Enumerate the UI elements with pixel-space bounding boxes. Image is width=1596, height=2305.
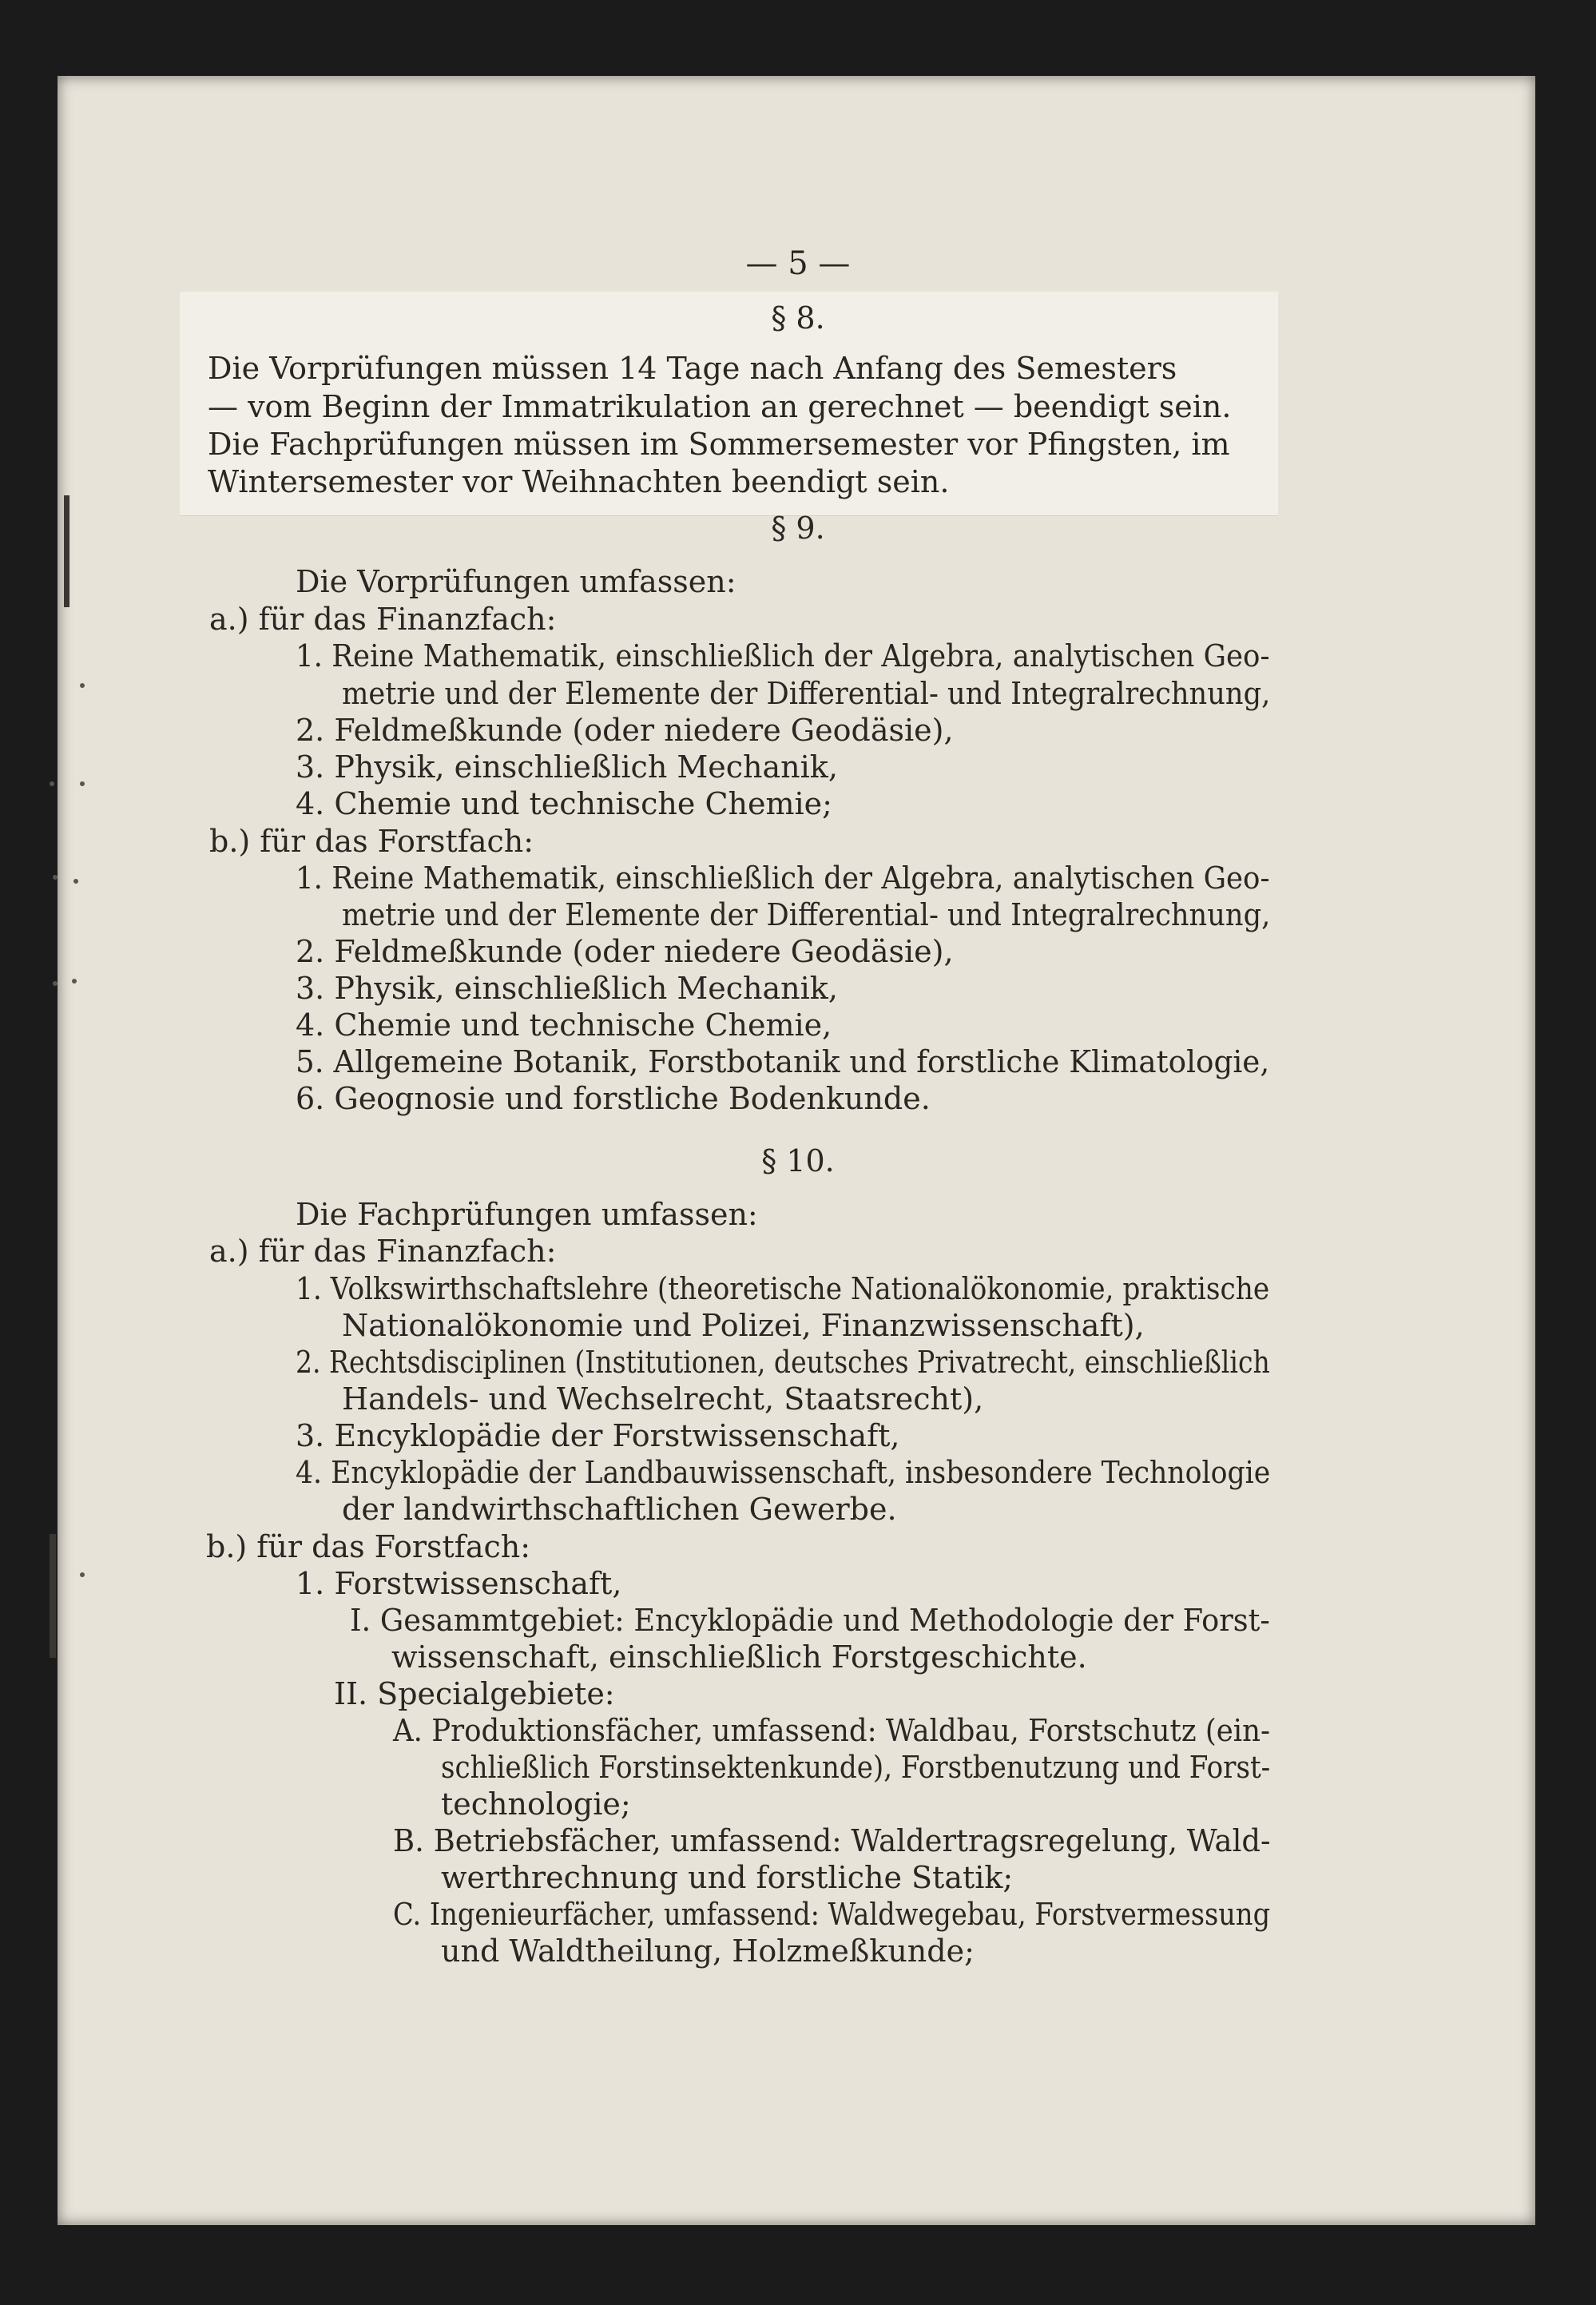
s10-a-item: Handels- und Wechselrecht, Staatsrecht), [342, 1381, 984, 1417]
s10-b-item: 1. Forstwissenschaft, [296, 1566, 622, 1601]
s10-a-item: 4. Encyklopädie der Landbauwissenschaft, insbesondere Technologie [296, 1455, 1271, 1490]
section-10-heading: § 10. [761, 1143, 835, 1178]
s10-b-item: und Waldtheilung, Holzmeßkunde; [441, 1933, 975, 1969]
stitch-dot [80, 781, 85, 786]
s9-a-item: 2. Feldmeßkunde (oder niedere Geodäsie), [296, 713, 954, 748]
stitch-dot [53, 875, 58, 880]
s8-line-2: — vom Beginn der Immatrikulation an gerechnet — beendigt sein. [208, 389, 1232, 424]
s10-a-item: 3. Encyklopädie der Forstwissenschaft, [296, 1418, 900, 1453]
s8-line-4: Wintersemester vor Weihnachten beendigt sein. [208, 464, 950, 499]
stitch-dot [80, 1572, 85, 1577]
s10-b-item: schließlich Forstinsektenkunde), Forstbenutzung und Forst- [441, 1750, 1271, 1785]
s9-b-item: metrie und der Elemente der Differential- und Integralrechnung, [342, 897, 1271, 932]
s10-a-item: 1. Volkswirthschaftslehre (theoretische Nationalökonomie, praktische [296, 1271, 1270, 1306]
s10-b-item: technologie; [441, 1786, 631, 1822]
s10-b-item: werthrechnung und forstliche Statik; [441, 1860, 1014, 1895]
s9-b-item: 2. Feldmeßkunde (oder niedere Geodäsie), [296, 934, 954, 969]
s9-b-item: 1. Reine Mathematik, einschließlich der Algebra, analytischen Geo- [296, 860, 1270, 896]
s9-b-item: 3. Physik, einschließlich Mechanik, [296, 971, 838, 1006]
s10-b-label: b.) für das Forstfach: [206, 1529, 531, 1564]
s10-a-item: Nationalökonomie und Polizei, Finanzwissenschaft), [342, 1308, 1145, 1343]
s9-b-label: b.) für das Forstfach: [209, 824, 534, 859]
s10-intro: Die Fachprüfungen umfassen: [296, 1197, 758, 1232]
s10-b-item: wissenschaft, einschließlich Forstgeschichte. [391, 1639, 1087, 1675]
s9-a-item: 1. Reine Mathematik, einschließlich der Algebra, analytischen Geo- [296, 638, 1270, 674]
s10-a-label: a.) für das Finanzfach: [209, 1234, 557, 1269]
s8-line-3: Die Fachprüfungen müssen im Sommersemester vor Pfingsten, im [208, 427, 1230, 462]
section-8-heading: § 8. [771, 300, 825, 336]
s9-a-item: 3. Physik, einschließlich Mechanik, [296, 749, 838, 785]
s8-line-1: Die Vorprüfungen müssen 14 Tage nach Anfang des Semesters [208, 351, 1177, 386]
stitch-dot [50, 781, 54, 786]
s9-b-item: 5. Allgemeine Botanik, Forstbotanik und forstliche Klimatologie, [296, 1044, 1270, 1079]
page-number: — 5 — [745, 245, 851, 282]
s10-b-item: A. Produktionsfächer, umfassend: Waldbau, Forstschutz (ein- [393, 1713, 1270, 1748]
binding-mark-bottom [50, 1534, 56, 1658]
stitch-dot [72, 979, 77, 984]
stitch-dot [53, 981, 58, 986]
s10-a-item: 2. Rechtsdisciplinen (Institutionen, deutsches Privatrecht, einschließlich [296, 1345, 1270, 1380]
s10-b-item: I. Gesammtgebiet: Encyklopädie und Methodologie der Forst- [350, 1603, 1270, 1638]
s9-b-item: 6. Geognosie und forstliche Bodenkunde. [296, 1081, 931, 1116]
s9-a-item: 4. Chemie und technische Chemie; [296, 786, 832, 821]
s9-a-label: a.) für das Finanzfach: [209, 602, 557, 637]
s10-b-item: B. Betriebsfächer, umfassend: Waldertragsregelung, Wald- [393, 1823, 1271, 1858]
stitch-dot [80, 683, 85, 688]
s9-a-item: metrie und der Elemente der Differential- und Integralrechnung, [342, 676, 1271, 711]
s9-b-item: 4. Chemie und technische Chemie, [296, 1007, 832, 1043]
stitch-dot [73, 879, 78, 884]
s10-b-item: II. Specialgebiete: [334, 1676, 615, 1711]
s10-a-item: der landwirthschaftlichen Gewerbe. [342, 1492, 897, 1527]
s10-b-item: C. Ingenieurfächer, umfassend: Waldwegebau, Forstvermessung [393, 1897, 1271, 1932]
section-9-heading: § 9. [771, 511, 825, 546]
s9-intro: Die Vorprüfungen umfassen: [296, 564, 736, 599]
